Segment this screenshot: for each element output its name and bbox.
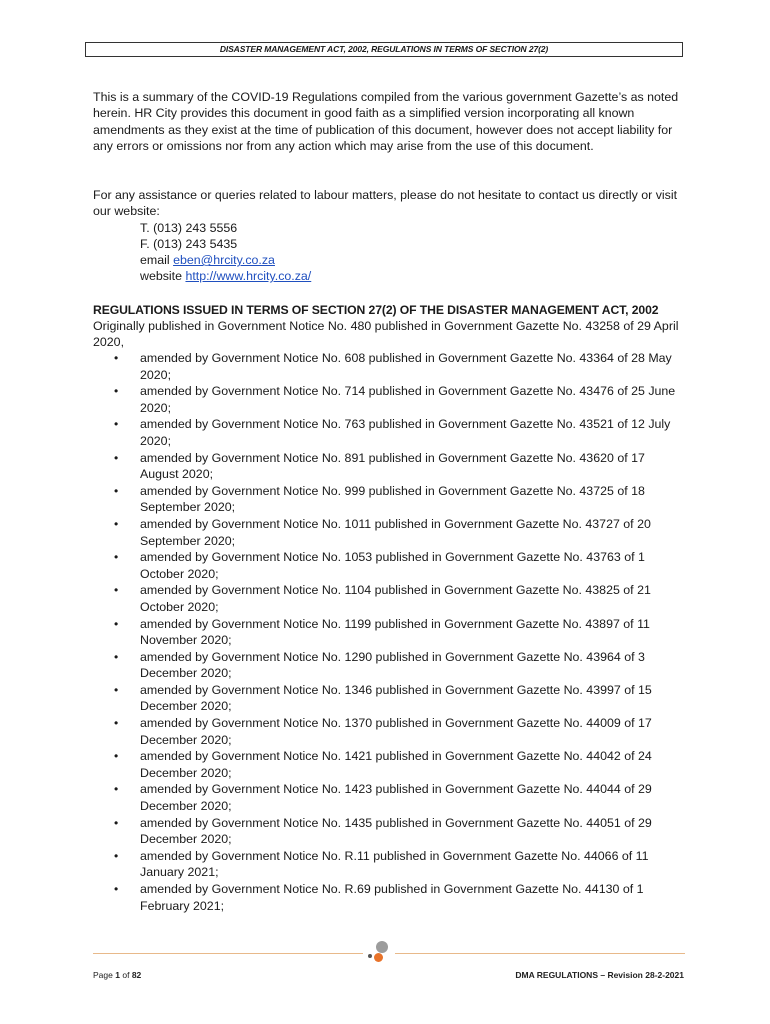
- bullet-icon: •: [114, 815, 119, 830]
- page-of: of: [122, 970, 130, 980]
- footer-rule-right: [395, 953, 685, 954]
- bullet-icon: •: [114, 782, 119, 797]
- amendment-item: [93, 549, 683, 582]
- bullet-icon: •: [114, 716, 119, 731]
- bullet-icon: •: [114, 417, 119, 432]
- amendment-text: amended by Government Notice No. 1435 published in Government Gazette No. 44051 of 29 December 2020;: [140, 815, 652, 847]
- amendment-text: amended by Government Notice No. R.11 published in Government Gazette No. 44066 of 11 January 2021;: [140, 848, 649, 880]
- amendment-item: [93, 748, 683, 781]
- amendment-text: amended by Government Notice No. 1346 published in Government Gazette No. 43997 of 15 December 2020;: [140, 682, 652, 714]
- amendment-text: amended by Government Notice No. 763 published in Government Gazette No. 43521 of 12 July 2020;: [140, 417, 671, 448]
- logo-dot-gray: [376, 941, 388, 953]
- contact-telephone: T. (013) 243 5556: [140, 220, 238, 235]
- amendment-item: [93, 483, 683, 516]
- contact-paragraph: For any assistance or queries related to labour matters, please do not hesitate to contact us directly or visit our website:: [93, 188, 678, 219]
- amendment-item: [93, 350, 683, 383]
- bullet-icon: •: [114, 351, 119, 365]
- email-link[interactable]: eben@hrcity.co.za: [173, 253, 275, 268]
- amendment-item: [93, 781, 683, 814]
- bullet-icon: •: [114, 848, 119, 863]
- amendment-item: [93, 881, 683, 914]
- intro-paragraph: This is a summary of the COVID-19 Regulations compiled from the various government Gazette’s as noted herein. HR City provides this document in good faith as a simplified version incorporating all known amendments as they exist at the time of publication of this document, however does not accept liability for any errors or omissions nor from any action which may arise from the use of this document.: [93, 90, 679, 153]
- amendment-list: [93, 350, 683, 914]
- email-label: email: [140, 253, 170, 268]
- bullet-icon: •: [114, 450, 119, 465]
- running-header: DISASTER MANAGEMENT ACT, 2002, REGULATIONS IN TERMS OF SECTION 27(2): [85, 42, 683, 57]
- amendment-text: amended by Government Notice No. 1421 published in Government Gazette No. 44042 of 24 December 2020;: [140, 749, 652, 780]
- bullet-icon: •: [114, 483, 119, 498]
- amendment-text: amended by Government Notice No. 1053 published in Government Gazette No. 43763 of 1 October 2020;: [140, 550, 645, 581]
- amendment-item: [93, 416, 683, 449]
- logo-dot-orange: [374, 953, 383, 962]
- bullet-icon: •: [114, 384, 119, 399]
- regulations-heading: REGULATIONS ISSUED IN TERMS OF SECTION 27(2) OF THE DISASTER MANAGEMENT ACT, 2002: [93, 303, 659, 317]
- contact-fax: F. (013) 243 5435: [140, 236, 238, 251]
- bullet-icon: •: [114, 749, 119, 764]
- bullet-icon: •: [114, 682, 119, 697]
- contact-email-line: [93, 252, 683, 268]
- amendment-text: amended by Government Notice No. 714 published in Government Gazette No. 43476 of 25 June 2020;: [140, 384, 676, 415]
- amendment-text: amended by Government Notice No. 891 published in Government Gazette No. 43620 of 17 August 2020;: [140, 450, 645, 482]
- amendment-item: [93, 848, 683, 881]
- contact-section: [93, 187, 683, 285]
- page-label: Page: [93, 970, 113, 980]
- footer-document-label: DMA REGULATIONS – Revision 28-2-2021: [515, 970, 684, 980]
- bullet-icon: •: [114, 550, 119, 565]
- amendment-text: amended by Government Notice No. 1104 published in Government Gazette No. 43825 of 21 October 2020;: [140, 583, 651, 614]
- amendment-text: amended by Government Notice No. 1199 published in Government Gazette No. 43897 of 11 November 2020;: [140, 616, 650, 648]
- footer-rule-left: [93, 953, 363, 954]
- logo-dot-small: [368, 954, 372, 958]
- amendment-item: [93, 715, 683, 748]
- bullet-icon: •: [114, 616, 119, 631]
- amendment-item: [93, 450, 683, 483]
- amendment-text: amended by Government Notice No. 1423 published in Government Gazette No. 44044 of 29 December 2020;: [140, 782, 652, 814]
- page-total: 82: [131, 970, 142, 980]
- amendment-text: amended by Government Notice No. 608 published in Government Gazette No. 43364 of 28 May 2020;: [140, 351, 672, 382]
- amendment-text: amended by Government Notice No. 1370 published in Government Gazette No. 44009 of 17 December 2020;: [140, 716, 652, 747]
- amendment-item: [93, 815, 683, 848]
- website-link[interactable]: http://www.hrcity.co.za/: [185, 269, 312, 284]
- amendment-text: amended by Government Notice No. 999 published in Government Gazette No. 43725 of 18 September 2020;: [140, 483, 645, 515]
- amendment-item: [93, 616, 683, 649]
- bullet-icon: •: [114, 583, 119, 598]
- website-label: website: [140, 269, 183, 284]
- bullet-icon: •: [114, 882, 119, 896]
- original-publication: Originally published in Government Notice No. 480 published in Government Gazette No. 43258 of 29 April 2020,: [93, 319, 679, 350]
- page-current: 1: [115, 970, 120, 980]
- amendment-item: [93, 516, 683, 549]
- amendment-text: amended by Government Notice No. R.69 published in Government Gazette No. 44130 of 1 February 2021;: [140, 882, 644, 913]
- bullet-icon: •: [114, 516, 119, 531]
- bullet-icon: •: [114, 649, 119, 664]
- amendment-text: amended by Government Notice No. 1011 published in Government Gazette No. 43727 of 20 September 2020;: [140, 516, 651, 548]
- amendment-item: [93, 682, 683, 715]
- amendment-item: [93, 383, 683, 416]
- page-number: [93, 970, 141, 980]
- amendment-item: [93, 582, 683, 615]
- amendment-text: amended by Government Notice No. 1290 published in Government Gazette No. 43964 of 3 December 2020;: [140, 649, 645, 681]
- contact-website-line: [93, 268, 683, 284]
- amendment-item: [93, 649, 683, 682]
